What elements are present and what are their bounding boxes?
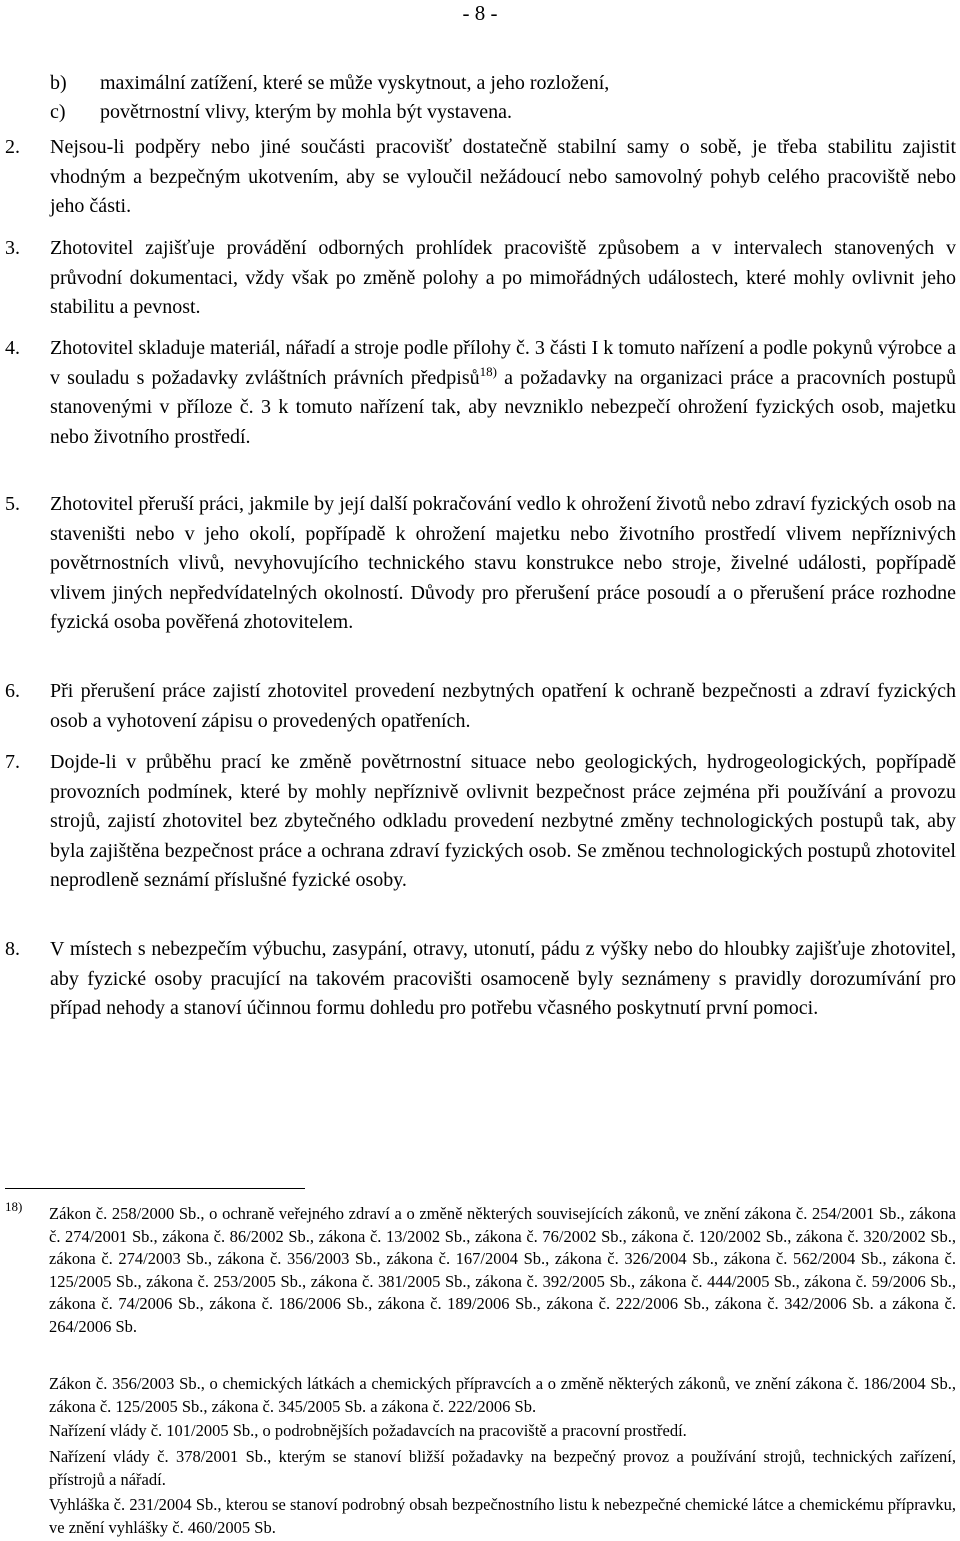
footnote-paragraph: Vyhláška č. 231/2004 Sb., kterou se stanoví podrobný obsah bezpečnostního listu k nebezpečné chemické látce a chemickému přípravku, ve znění vyhlášky č. 460/2005 Sb. <box>49 1495 956 1537</box>
paragraph-number: 2. <box>5 136 20 158</box>
paragraph-text: Nejsou-li podpěry nebo jiné součásti pracovišť dostatečně stabilní samy o sobě, je třeba stabilitu zajistit vhodným a bezpečným ukotvením, aby se vyloučil nežádoucí nebo samovolný pohyb celého pracoviště nebo jeho části. <box>50 136 956 217</box>
footnote-marker: 18) <box>5 1199 23 1214</box>
paragraph-6 <box>5 677 956 736</box>
list-marker: b) <box>50 72 67 94</box>
footnote-paragraph: Nařízení vlády č. 378/2001 Sb., kterým se stanoví bližší požadavky na bezpečný provoz a používání strojů, technických zařízení, přístrojů a nářadí. <box>49 1447 956 1489</box>
paragraph-number: 3. <box>5 237 20 259</box>
list-item-text: maximální zatížení, které se může vyskytnout, a jeho rozložení, <box>100 72 610 94</box>
paragraph-text: Dojde-li v průběhu prací ke změně povětrnostní situace nebo geologických, hydrogeologických, popřípadě provozních podmínek, které by mohly nepříznivě ovlivnit bezpečnost práce zejména při používání a provozu strojů, zajistí zhotovitel bez zbytečného odkladu provedení nezbytné změny technologických postupů tak, aby byla zajištěna bezpečnost práce a ochrana zdraví fyzických osob. Se změnou technologických postupů zhotovitel neprodleně seznámí příslušné fyzické osoby. <box>50 751 956 891</box>
paragraph-number: 7. <box>5 751 20 773</box>
page-number: - 8 - <box>462 1 498 25</box>
footnote-paragraph: Zákon č. 258/2000 Sb., o ochraně veřejného zdraví a o změně některých souvisejících zákonů, ve znění zákona č. 254/2001 Sb., zákona č. 274/2001 Sb., zákona č. 86/2002 Sb., zákona č. 13/2002 Sb., zákona č. 76/2002 Sb., zákona č. 120/2002 Sb., zákona č. 320/2002 Sb., zákona č. 274/2003 Sb., zákona č. 356/2003 Sb., zákona č. 167/2004 Sb., zákona č. 326/2004 Sb., zákona č. 562/2004 Sb., zákona č. 125/2005 Sb., zákona č. 253/2005 Sb., zákona č. 381/2005 Sb., zákona č. 392/2005 Sb., zákona č. 444/2005 Sb., zákona č. 59/2006 Sb., zákona č. 74/2006 Sb., zákona č. 186/2006 Sb., zákona č. 189/2006 Sb., zákona č. 222/2006 Sb., zákona č. 342/2006 Sb. a zákona č. 264/2006 Sb. <box>49 1204 956 1336</box>
paragraph-text-part: a požadavky na organizaci práce a pracovních postupů stanovenými v příloze č. 3 k tomuto nařízení tak, aby nevzniklo nebezpečí ohrožení fyzických osob, majetku nebo životního prostředí. <box>50 366 956 448</box>
paragraph-text: Zhotovitel přeruší práci, jakmile by její další pokračování vedlo k ohrožení životů nebo zdraví fyzických osob na staveništi nebo v jeho okolí, popřípadě k ohrožení majetku nebo životního prostředí vlivem nepříznivých povětrnostních vlivů, nevyhovujícího technického stavu konstrukce nebo stroje, živelné události, popřípadě vlivem jiných nepředvídatelných okolností. Důvody pro přerušení práce posoudí a o přerušení práce rozhodne fyzická osoba pověřená zhotovitelem. <box>50 493 956 633</box>
footnote-paragraph: Nařízení vlády č. 101/2005 Sb., o podrobnějších požadavcích na pracoviště a pracovní prostředí. <box>49 1421 687 1440</box>
paragraph-number: 8. <box>5 938 20 960</box>
paragraph-text: Při přerušení práce zajistí zhotovitel provedení nezbytných opatření k ochraně bezpečnosti a zdraví fyzických osob a vyhotovení zápisu o provedených opatřeních. <box>50 680 956 732</box>
paragraph-4 <box>5 334 956 452</box>
list-item-text: povětrnostní vlivy, kterým by mohla být vystavena. <box>100 101 512 123</box>
paragraph-number: 4. <box>5 337 20 359</box>
footnote-separator <box>5 1188 305 1189</box>
footnote-paragraph: Zákon č. 356/2003 Sb., o chemických látkách a chemických přípravcích a o změně některých zákonů, ve znění zákona č. 186/2004 Sb., zákona č. 125/2005 Sb., zákona č. 345/2005 Sb. a zákona č. 222/2006 Sb. <box>49 1374 956 1416</box>
paragraph-number: 5. <box>5 493 20 515</box>
paragraph-text-part: Zhotovitel skladuje materiál, nářadí a stroje podle přílohy č. 3 části I k tomuto nařízení a podle pokynů výrobce a v souladu s požadavky zvláštních právních předpisů <box>50 337 956 389</box>
paragraph-text: V místech s nebezpečím výbuchu, zasypání, otravy, utonutí, pádu z výšky nebo do hloubky zajišťuje zhotovitel, aby fyzické osoby pracující na takovém pracovišti osamoceně byly seznámeny s pravidly dorozumívání pro případ nehody a stanoví účinnou formu dohledu pro potřebu včasného poskytnutí první pomoci. <box>50 938 956 1019</box>
paragraph-3 <box>5 234 956 323</box>
paragraph-2 <box>5 133 956 222</box>
paragraph-number: 6. <box>5 680 20 702</box>
paragraph-5 <box>5 490 956 638</box>
paragraph-8 <box>5 935 956 1024</box>
paragraph-text <box>50 334 956 452</box>
footnote-reference: 18) <box>479 363 497 379</box>
list-marker: c) <box>50 101 66 123</box>
paragraph-7 <box>5 748 956 896</box>
paragraph-text: Zhotovitel zajišťuje provádění odborných prohlídek pracoviště způsobem a v intervalech stanovených v průvodní dokumentaci, vždy však po změně polohy a po mimořádných událostech, které mohly ovlivnit jeho stabilitu a pevnost. <box>50 237 956 318</box>
